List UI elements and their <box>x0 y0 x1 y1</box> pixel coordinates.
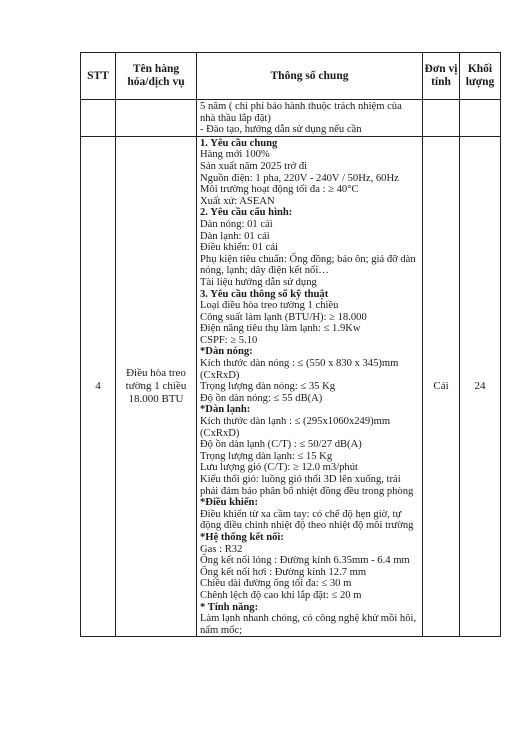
item-row <box>81 136 501 637</box>
cont-unit <box>423 100 460 137</box>
spec-table <box>80 52 501 637</box>
header-khoi-luong: Khối lượng <box>460 53 501 100</box>
cont-spec <box>197 100 423 137</box>
spec-heading: 2. Yêu cầu cấu hình: <box>200 207 293 219</box>
spec-line: Loại điều hòa treo tường 1 chiều <box>200 300 339 312</box>
cont-line: - Đào tạo, hướng dẫn sử dụng nếu cần <box>200 124 362 136</box>
spec-line: Độ ồn dàn lạnh (C/T) : ≤ 50/27 dB(A) <box>200 439 362 451</box>
continuation-row <box>81 100 501 137</box>
spec-line: Độ ồn dàn nóng: ≤ 55 dB(A) <box>200 392 323 404</box>
item-spec <box>197 136 423 637</box>
spec-line: Kích thước dàn nóng : ≤ (550 x 830 x 345)mm (CxRxD) <box>200 358 399 381</box>
spec-line: Dàn nóng: 01 cái <box>200 218 273 230</box>
spec-line: Trọng lượng dàn lạnh: ≤ 15 Kg <box>200 450 333 462</box>
spec-heading: *Dàn lạnh: <box>200 404 251 416</box>
spec-line: Điện năng tiêu thụ làm lạnh: ≤ 1.9Kw <box>200 323 361 335</box>
cont-line: 5 năm ( chi phí bảo hành thuộc trách nhiệm của nhà thầu lắp đặt) <box>200 101 402 124</box>
spec-line: Kích thước dàn lạnh : ≤ (295x1060x249)mm (CxRxD) <box>200 416 391 439</box>
header-thong-so: Thông số chung <box>197 53 423 100</box>
item-qty: 24 <box>460 136 501 637</box>
header-row <box>81 53 501 100</box>
item-stt: 4 <box>81 136 116 637</box>
spec-line: Làm lạnh nhanh chóng, có công nghệ khử mồi hôi, nấm mốc; <box>200 613 417 636</box>
spec-heading: *Hệ thống kết nối: <box>200 531 284 543</box>
spec-line: Gas : R32 <box>200 543 243 555</box>
spec-line: Tài liệu hướng dẫn sử dụng <box>200 276 317 288</box>
spec-line: Phụ kiện tiêu chuẩn: Ống đồng; bảo ôn; giá đỡ dàn nóng, lạnh; dây điện kết nối… <box>200 253 416 277</box>
spec-line: Dàn lạnh: 01 cái <box>200 230 270 242</box>
spec-line: CSPF: ≥ 5.10 <box>200 334 258 346</box>
header-stt: STT <box>81 53 116 100</box>
item-unit: Cái <box>423 136 460 637</box>
spec-line: Xuất xứ: ASEAN <box>200 195 275 207</box>
spec-heading: *Dàn nóng: <box>200 346 253 358</box>
cont-stt <box>81 100 116 137</box>
spec-line: Chiều dài đường ống tối đa: ≤ 30 m <box>200 578 352 590</box>
spec-line: Điều khiển từ xa cầm tay: có chế độ hẹn giờ, tự động điều chỉnh nhiệt độ theo nhiệt độ môi trường <box>200 508 414 532</box>
spec-line: Nguồn điện: 1 pha, 220V - 240V / 50Hz, 60Hz <box>200 172 399 184</box>
cont-qty <box>460 100 501 137</box>
header-don-vi: Đơn vị tính <box>423 53 460 100</box>
cont-name <box>116 100 197 137</box>
spec-line: Lưu lượng gió (C/T): ≥ 12.0 m3/phút <box>200 462 358 474</box>
spec-line: Sản xuất năm 2025 trở đi <box>200 160 308 172</box>
spec-line: Hàng mới 100% <box>200 149 270 161</box>
spec-heading: 1. Yêu cầu chung <box>200 137 278 149</box>
header-ten-hang: Tên hàng hóa/dịch vụ <box>116 53 197 100</box>
spec-line: Môi trường hoạt động tối đa : ≥ 40°C <box>200 184 359 196</box>
spec-line: Ống kết nối lỏng : Đường kính 6.35mm - 6.4 mm <box>200 555 410 567</box>
spec-line: Điều khiển: 01 cái <box>200 242 278 254</box>
spec-line: Công suất làm lạnh (BTU/H): ≥ 18.000 <box>200 311 367 323</box>
spec-line: Kiểu thổi gió: luồng gió thổi 3D lên xuống, trái phải đảm bảo phân bổ nhiệt đồng đều trong phòng <box>200 474 414 497</box>
spec-heading: 3. Yêu cầu thông số kỹ thuật <box>200 288 329 300</box>
spec-heading: *Điều khiển: <box>200 497 258 509</box>
spec-line: Trọng lượng dàn nóng: ≤ 35 Kg <box>200 381 336 393</box>
spec-line: Ống kết nối hơi : Đường kính 12.7 mm <box>200 566 367 578</box>
item-name: Điều hòa treo tường 1 chiều 18.000 BTU <box>116 136 197 637</box>
spec-heading: * Tính năng: <box>200 601 259 613</box>
spec-line: Chênh lệch độ cao khi lắp đặt: ≤ 20 m <box>200 589 362 601</box>
